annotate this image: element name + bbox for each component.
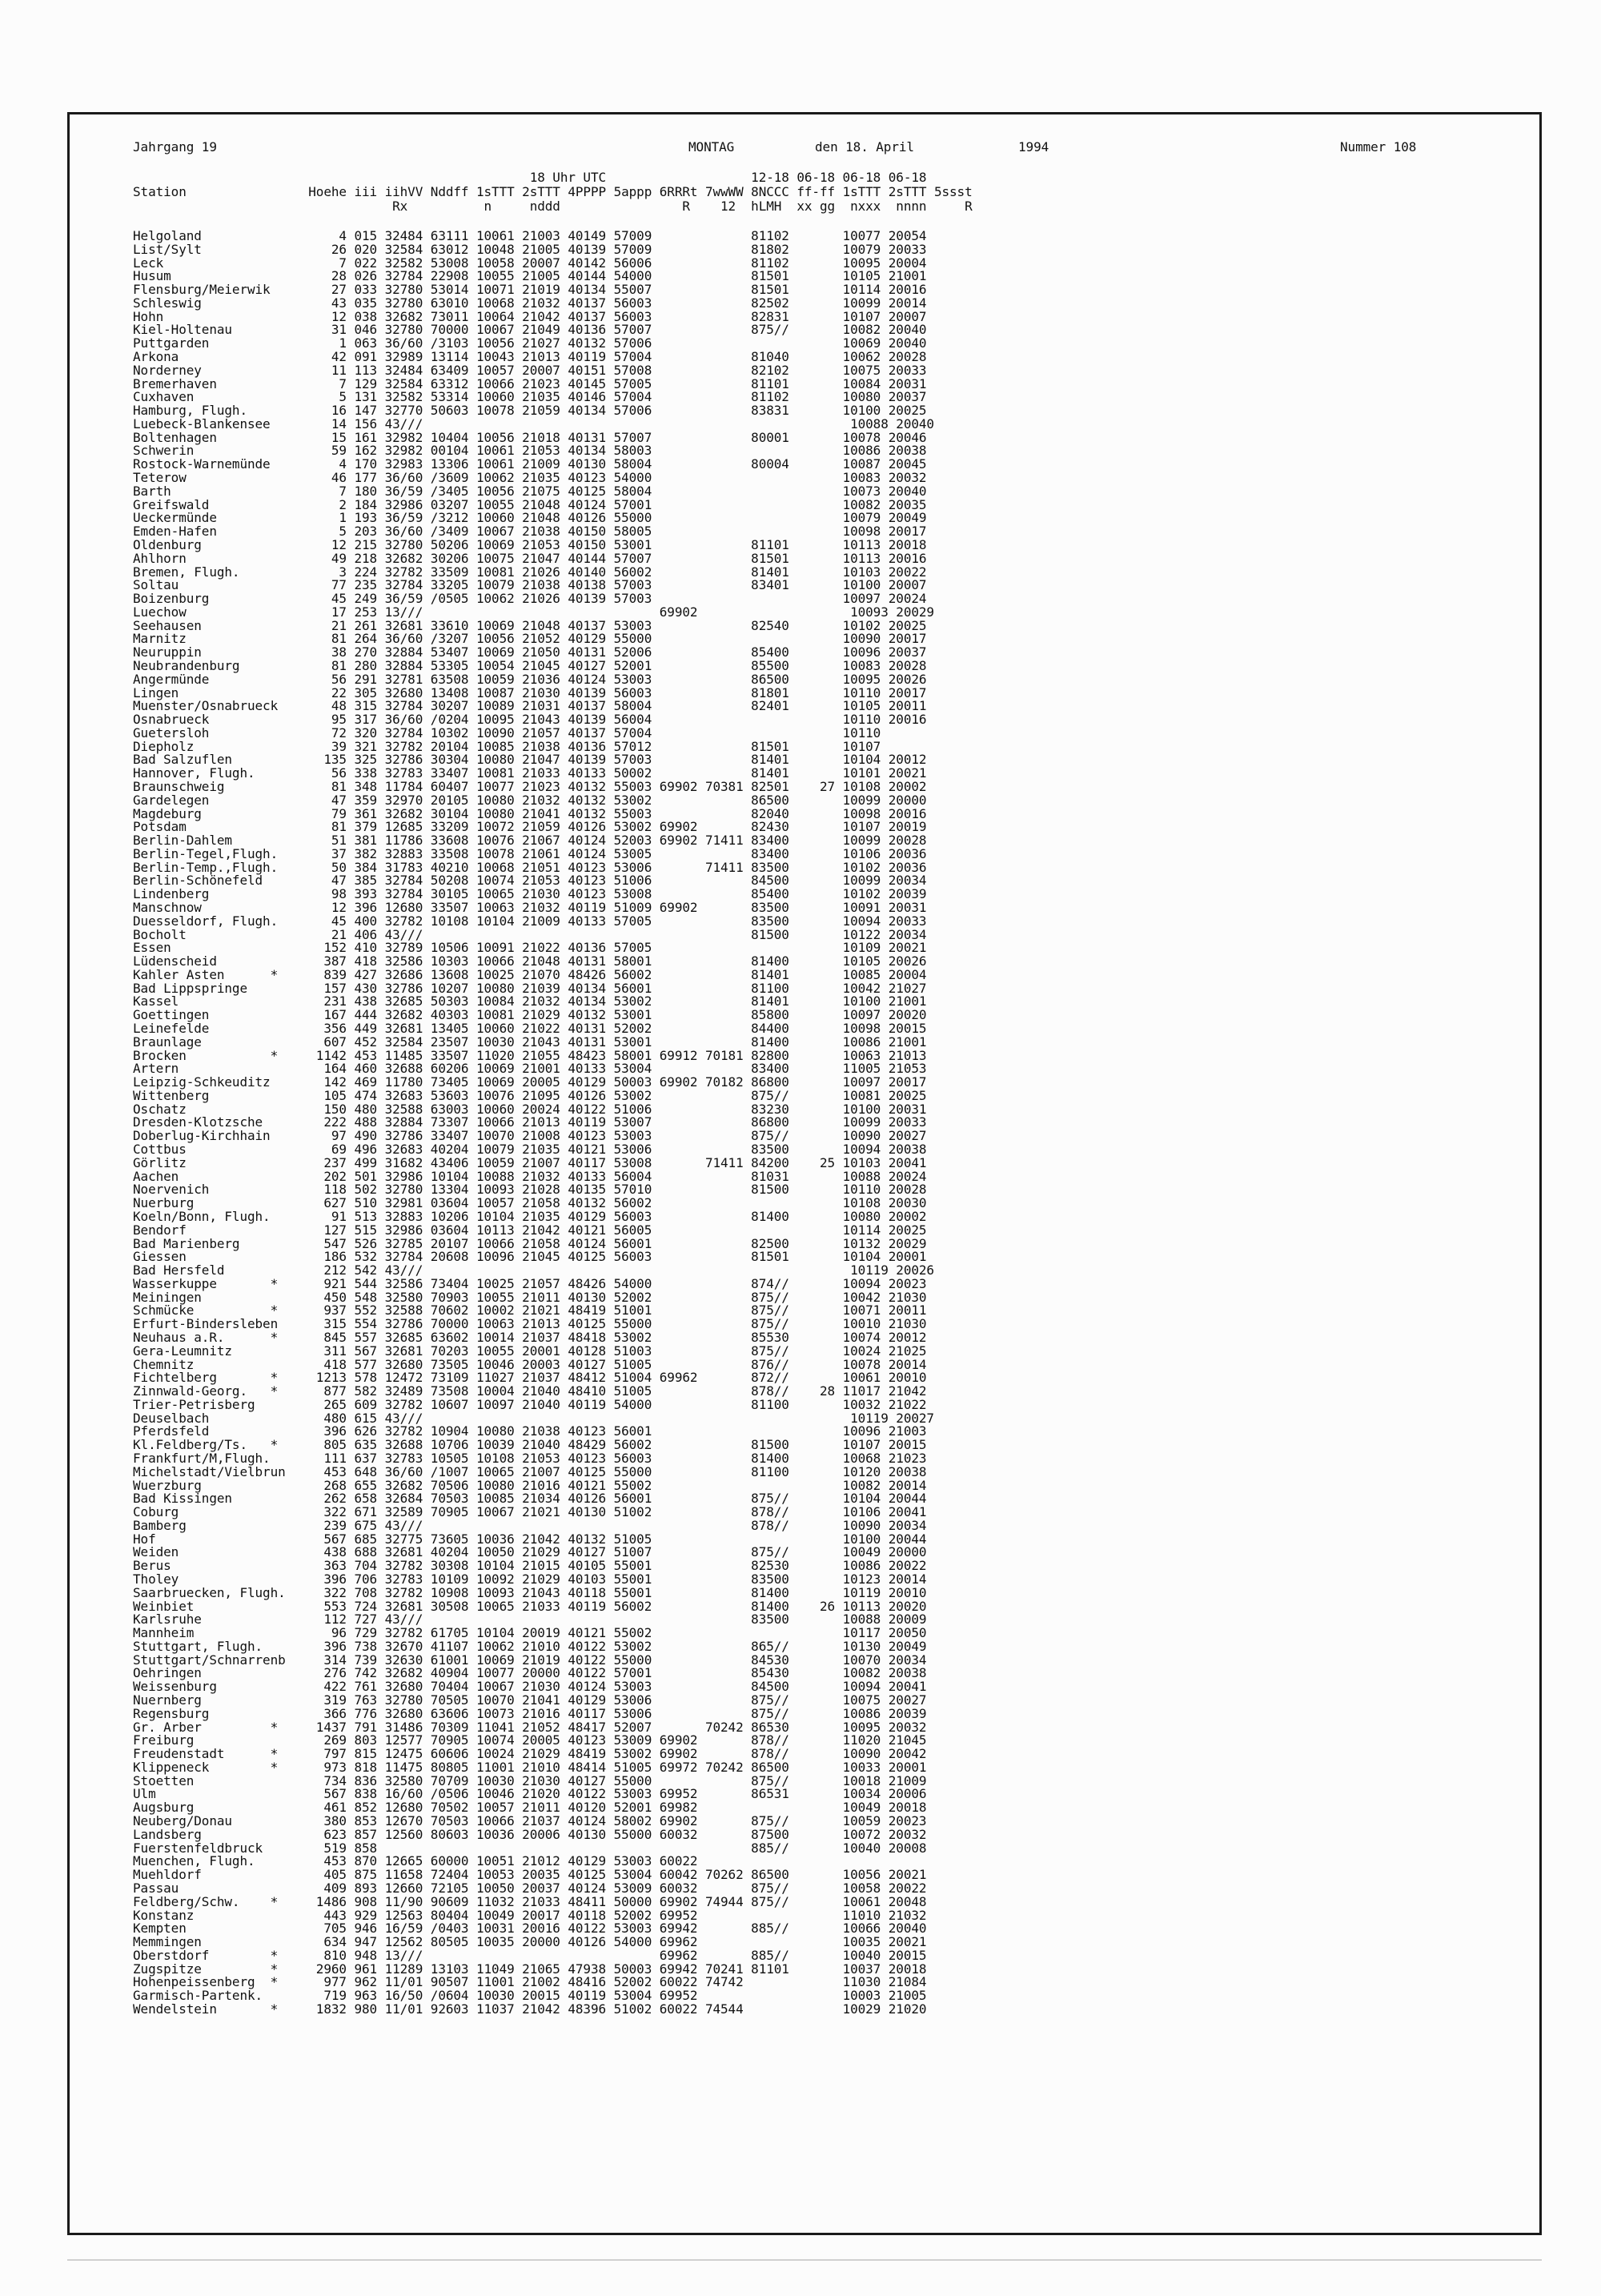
table-row: Chemnitz 418 577 32680 73505 10046 20003 40127 51005 876// 10078 20014: [133, 1356, 927, 1372]
table-row: Cuxhaven 5 131 32582 53314 10060 21035 40146 57004 81102 10080 20037: [133, 389, 927, 405]
year: 1994: [1018, 139, 1049, 155]
table-row: Lüdenscheid 387 418 32586 10303 10066 21048 40131 58001 81400 10105 20026: [133, 953, 927, 969]
table-row: Neubrandenburg 81 280 32884 53305 10054 21045 40127 52001 85500 10083 20028: [133, 657, 927, 673]
table-row: Deuselbach 480 615 43/// 10119 20027: [133, 1410, 934, 1426]
table-row: List/Sylt 26 020 32584 63012 10048 21005 40139 57009 81802 10079 20033: [133, 241, 927, 257]
table-row: Garmisch-Partenk. 719 963 16/50 /0604 10030 20015 40119 53004 69952 10003 21005: [133, 1988, 927, 2004]
table-row: Berlin-Temp.,Flugh. 50 384 31783 40210 10068 21051 40123 53006 71411 83500 10102 20036: [133, 859, 927, 875]
table-row: Saarbruecken, Flugh. 322 708 32782 10908 10093 21043 40118 55001 81400 10119 20010: [133, 1584, 927, 1600]
table-row: Leck 7 022 32582 53008 10058 20007 40142 56006 81102 10095 20004: [133, 255, 927, 271]
table-row: Zugspitze * 2960 961 11289 13103 11049 21065 47938 50003 69942 70241 81101 10037 20018: [133, 1961, 927, 1977]
table-row: Coburg 322 671 32589 70905 10067 21021 40130 51002 878// 10106 20041: [133, 1504, 927, 1520]
table-row: Helgoland 4 015 32484 63111 10061 21003 40149 57009 81102 10077 20054: [133, 228, 927, 243]
table-row: Wendelstein * 1832 980 11/01 92603 11037 21042 48396 51002 60022 74544 10029 21020: [133, 2001, 927, 2017]
table-row: Dresden-Klotzsche 222 488 32884 73307 10066 21013 40119 53007 86800 10099 20033: [133, 1114, 927, 1130]
table-row: Mannheim 96 729 32782 61705 10104 20019 40121 55002 10117 20050: [133, 1625, 927, 1641]
table-row: Berlin-Tegel,Flugh. 37 382 32883 33508 10078 21061 40124 53005 83400 10106 20036: [133, 845, 927, 861]
table-row: Muenchen, Flugh. 453 870 12665 60000 10051 21012 40129 53003 60022: [133, 1853, 698, 1869]
table-row: Doberlug-Kirchhain 97 490 32786 33407 10070 21008 40123 53003 875// 10090 20027: [133, 1128, 927, 1144]
table-row: Manschnow 12 396 12680 33507 10063 21032 40119 51009 69902 83500 10091 20031: [133, 900, 927, 915]
table-row: Seehausen 21 261 32681 33610 10069 21048 40137 53003 82540 10102 20025: [133, 617, 927, 633]
table-row: Lindenberg 98 393 32784 30105 10065 21030 40123 53008 85400 10102 20039: [133, 886, 927, 902]
table-row: Landsberg 623 857 12560 80603 10036 20006 40130 55000 60032 87500 10072 20032: [133, 1826, 927, 1842]
report-number: Nummer 108: [1340, 139, 1417, 155]
table-row: Norderney 11 113 32484 63409 10057 20007 40151 57008 82102 10075 20033: [133, 362, 927, 378]
table-row: Fichtelberg * 1213 578 12472 73109 11027 21037 48412 51004 69962 872// 10061 20010: [133, 1370, 927, 1386]
header-line-2: Station Hoehe iii iihVV Nddff 1sTTT 2sTTT 4PPPP 5appp 6RRRt 7wwWW 8NCCC ff-ff 1sTTT 2sTTT 5ssst: [133, 184, 973, 199]
table-row: Augsburg 461 852 12680 70502 10057 21011 40120 52001 69982 10049 20018: [133, 1800, 927, 1816]
table-row: Teterow 46 177 36/60 /3609 10062 21035 40123 54000 10083 20032: [133, 470, 927, 486]
table-row: Stuttgart/Schnarrenb 314 739 32630 61001 10069 21019 40122 55000 84530 10070 20034: [133, 1652, 927, 1668]
table-row: Kassel 231 438 32685 50303 10084 21032 40134 53002 81401 10100 21001: [133, 993, 927, 1010]
table-row: Magdeburg 79 361 32682 30104 10080 21041 40132 55003 82040 10098 20016: [133, 805, 927, 821]
table-row: Wuerzburg 268 655 32682 70506 10080 21016 40121 55002 10082 20014: [133, 1477, 927, 1493]
table-row: Bamberg 239 675 43/// 878// 10090 20034: [133, 1517, 927, 1533]
table-row: Soltau 77 235 32784 33205 10079 21038 40138 57003 83401 10100 20007: [133, 577, 927, 593]
table-row: Cottbus 69 496 32683 40204 10079 21035 40121 53006 83500 10094 20038: [133, 1142, 927, 1158]
table-row: Bendorf 127 515 32986 03604 10113 21042 40121 56005 10114 20025: [133, 1222, 927, 1238]
table-row: Bocholt 21 406 43/// 81500 10122 20034: [133, 926, 927, 942]
table-row: Flensburg/Meierwik 27 033 32780 53014 10071 21019 40134 55007 81501 10114 20016: [133, 282, 927, 298]
table-row: Ueckermünde 1 193 36/59 /3212 10060 21048 40126 55000 10079 20049: [133, 510, 927, 526]
table-row: Aachen 202 501 32986 10104 10088 21032 40133 56004 81031 10088 20024: [133, 1168, 927, 1184]
table-row: Zinnwald-Georg. * 877 582 32489 73508 10004 21040 48410 51005 878// 28 11017 21042: [133, 1383, 927, 1399]
table-row: Wittenberg 105 474 32683 53603 10076 21095 40126 53002 875// 10081 20025: [133, 1087, 927, 1103]
table-row: Neuruppin 38 270 32884 53407 10069 21050 40131 52006 85400 10096 20037: [133, 644, 927, 660]
table-row: Osnabrueck 95 317 36/60 /0204 10095 21043 40139 56004 10110 20016: [133, 712, 927, 728]
table-row: Hohn 12 038 32682 73011 10064 21042 40137 56003 82831 10107 20007: [133, 308, 927, 324]
table-row: Puttgarden 1 063 36/60 /3103 10056 21027 40132 57006 10069 20040: [133, 335, 927, 351]
table-row: Hamburg, Flugh. 16 147 32770 50603 10078 21059 40134 57006 83831 10100 20025: [133, 403, 927, 419]
table-row: Kahler Asten * 839 427 32686 13608 10025 21070 48426 56002 81401 10085 20004: [133, 966, 927, 982]
table-row: Hannover, Flugh. 56 338 32783 33407 10081 21033 40133 50002 81401 10101 20021: [133, 765, 927, 781]
table-row: Lingen 22 305 32680 13408 10087 21030 40139 56003 81801 10110 20017: [133, 684, 927, 700]
table-row: Rostock-Warnemünde 4 170 32983 13306 10061 21009 40130 58004 80004 10087 20045: [133, 456, 927, 472]
table-row: Oehringen 276 742 32682 40904 10077 20000 40122 57001 85430 10082 20038: [133, 1665, 927, 1681]
table-row: Fuerstenfeldbruck 519 858 885// 10040 20008: [133, 1840, 927, 1856]
table-row: Stuttgart, Flugh. 396 738 32670 41107 10062 21010 40122 53002 865// 10130 20049: [133, 1638, 927, 1654]
table-row: Ahlhorn 49 218 32682 30206 10075 21047 40144 57007 81501 10113 20016: [133, 550, 927, 566]
table-row: Bremerhaven 7 129 32584 63312 10066 21023 40145 57005 81101 10084 20031: [133, 375, 927, 391]
weekday: MONTAG: [688, 139, 735, 155]
table-row: Kiel-Holtenau 31 046 32780 70000 10067 21049 40136 57007 875// 10082 20040: [133, 322, 927, 338]
table-row: Noervenich 118 502 32780 13304 10093 21028 40135 57010 81500 10110 20028: [133, 1182, 927, 1198]
table-row: Wasserkuppe * 921 544 32586 73404 10025 21057 48426 54000 874// 10094 20023: [133, 1275, 927, 1291]
table-row: Greifswald 2 184 32986 03207 10055 21048 40124 57001 10082 20035: [133, 496, 927, 512]
table-row: Passau 409 893 12660 72105 10050 20037 40124 53009 60032 875// 10058 20022: [133, 1880, 927, 1896]
table-row: Michelstadt/Vielbrun 453 648 36/60 /1007 10065 21007 40125 55000 81100 10120 20038: [133, 1463, 927, 1479]
table-row: Gera-Leumnitz 311 567 32681 70203 10055 20001 40128 51003 875// 10024 21025: [133, 1343, 927, 1359]
table-row: Görlitz 237 499 31682 43406 10059 21007 40117 53008 71411 84200 25 10103 20041: [133, 1154, 927, 1170]
table-row: Leipzig-Schkeuditz 142 469 11780 73405 10069 20005 40129 50003 69902 70182 86800 10097 20017: [133, 1074, 927, 1090]
date: den 18. April: [815, 139, 914, 155]
table-row: Schwerin 59 162 32982 00104 10061 21053 40134 58003 10086 20038: [133, 443, 927, 459]
table-row: Hof 567 685 32775 73605 10036 21042 40132 51005 10100 20044: [133, 1531, 927, 1547]
table-row: Erfurt-Bindersleben 315 554 32786 70000 10063 21013 40125 55000 875// 10010 21030: [133, 1316, 927, 1332]
table-row: Weissenburg 422 761 32680 70404 10067 21030 40124 53003 84500 10094 20041: [133, 1679, 927, 1695]
table-row: Weiden 438 688 32681 40204 10050 21029 40127 51007 875// 10049 20000: [133, 1544, 927, 1560]
table-row: Memmingen 634 947 12562 80505 10035 20000 40126 54000 69962 10035 20021: [133, 1934, 927, 1950]
table-row: Guetersloh 72 320 32784 10302 10090 21057 40137 57004 10110: [133, 725, 881, 741]
table-row: Artern 164 460 32688 60206 10069 21001 40133 53004 83400 11005 21053: [133, 1061, 927, 1077]
table-row: Brocken * 1142 453 11485 33507 11020 21055 48423 58001 69912 70181 82800 10063 21013: [133, 1047, 927, 1063]
table-row: Weinbiet 553 724 32681 30508 10065 21033 40119 56002 81400 26 10113 20020: [133, 1598, 927, 1614]
table-row: Arkona 42 091 32989 13114 10043 21013 40119 57004 81040 10062 20028: [133, 349, 927, 365]
table-row: Braunschweig 81 348 11784 60407 10077 21023 40132 55003 69902 70381 82501 27 10108 20002: [133, 778, 927, 794]
table-row: Stoetten 734 836 32580 70709 10030 21030 40127 55000 875// 10018 21009: [133, 1772, 927, 1788]
table-row: Neuberg/Donau 380 853 12670 70503 10066 21037 40124 58002 69902 875// 10059 20023: [133, 1813, 927, 1829]
table-row: Trier-Petrisberg 265 609 32782 10607 10097 21040 40119 54000 81100 10032 21022: [133, 1396, 927, 1412]
table-row: Luechow 17 253 13/// 69902 10093 20029: [133, 604, 934, 620]
table-row: Feldberg/Schw. * 1486 908 11/90 90609 11032 21033 48411 50000 69902 74944 875// 10061 20048: [133, 1893, 927, 1909]
table-row: Leinefelde 356 449 32681 13405 10060 21022 40131 52002 84400 10098 20015: [133, 1021, 927, 1037]
header-line-1: 18 Uhr UTC 12-18 06-18 06-18 06-18: [133, 170, 927, 185]
table-row: Oldenburg 12 215 32780 50206 10069 21053 40150 53001 81101 10113 20018: [133, 536, 927, 552]
table-row: Luebeck-Blankensee 14 156 43/// 10088 20040: [133, 415, 934, 432]
table-row: Potsdam 81 379 12685 33209 10072 21059 40126 53002 69902 82430 10107 20019: [133, 819, 927, 835]
table-row: Essen 152 410 32789 10506 10091 21022 40136 57005 10109 20021: [133, 940, 927, 956]
table-row: Muehldorf 405 875 11658 72404 10053 20035 40125 53004 60042 70262 86500 10056 20021: [133, 1867, 927, 1883]
table-row: Berlin-Schönefeld 47 385 32784 50208 10074 21053 40123 51006 84500 10099 20034: [133, 873, 927, 889]
table-row: Kl.Feldberg/Ts. * 805 635 32688 10706 10039 21040 48429 56002 81500 10107 20015: [133, 1437, 927, 1453]
table-row: Gardelegen 47 359 32970 20105 10080 21032 40132 53002 86500 10099 20000: [133, 792, 927, 808]
table-row: Emden-Hafen 5 203 36/60 /3409 10067 21038 40150 58005 10098 20017: [133, 524, 927, 540]
table-row: Barth 7 180 36/59 /3405 10056 21075 40125 58004 10073 20040: [133, 483, 927, 499]
table-row: Nuernberg 319 763 32780 70505 10070 21041 40129 53006 875// 10075 20027: [133, 1692, 927, 1708]
table-row: Freudenstadt * 797 815 12475 60606 10024 21029 48419 53002 69902 878// 10090 20042: [133, 1746, 927, 1762]
table-row: Schleswig 43 035 32780 63010 10068 21032 40137 56003 82502 10099 20014: [133, 295, 927, 311]
table-row: Konstanz 443 929 12563 80404 10049 20017 40118 52002 69952 11010 21032: [133, 1907, 927, 1923]
table-row: Oschatz 150 480 32588 63003 10060 20024 40122 51006 83230 10100 20031: [133, 1101, 927, 1117]
table-row: Bad Kissingen 262 658 32684 70503 10085 21034 40126 56001 875// 10104 20044: [133, 1491, 927, 1507]
table-row: Kempten 705 946 16/59 /0403 10031 20016 40122 53003 69942 885// 10066 20040: [133, 1921, 927, 1937]
table-row: Gr. Arber * 1437 791 31486 70309 11041 21052 48417 52007 70242 86530 10095 20032: [133, 1719, 927, 1735]
table-row: Bad Hersfeld 212 542 43/// 10119 20026: [133, 1262, 934, 1278]
table-row: Goettingen 167 444 32682 40303 10081 21029 40132 53001 85800 10097 20020: [133, 1007, 927, 1023]
table-row: Bad Marienberg 547 526 32785 20107 10066 21058 40124 56001 82500 10132 20029: [133, 1235, 927, 1251]
jahrgang: Jahrgang 19: [133, 139, 217, 155]
table-row: Braunlage 607 452 32584 23507 10030 21043 40131 53001 81400 10086 21001: [133, 1034, 927, 1050]
table-row: Klippeneck * 973 818 11475 80805 11001 21010 48414 51005 69972 70242 86500 10033 20001: [133, 1759, 927, 1775]
table-row: Schmücke * 937 552 32588 70602 10002 21021 48419 51001 875// 10071 20011: [133, 1303, 927, 1319]
table-row: Regensburg 366 776 32680 63606 10073 21016 40117 53006 875// 10086 20039: [133, 1705, 927, 1721]
table-row: Tholey 396 706 32783 10109 10092 21029 40103 55001 83500 10123 20014: [133, 1571, 927, 1587]
table-row: Karlsruhe 112 727 43/// 83500 10088 20009: [133, 1612, 927, 1628]
table-row: Berlin-Dahlem 51 381 11786 33608 10076 21067 40124 52003 69902 71411 83400 10099 20028: [133, 833, 927, 849]
table-row: Muenster/Osnabrueck 48 315 32784 30207 10089 21031 40137 58004 82401 10105 20011: [133, 698, 927, 714]
table-row: Hohenpeissenberg * 977 962 11/01 90507 11001 21002 48416 52002 60022 74742 11030 21084: [133, 1974, 927, 1990]
table-row: Freiburg 269 803 12577 70905 10074 20005 40123 53009 69902 878// 11020 21045: [133, 1732, 927, 1748]
table-row: Koeln/Bonn, Flugh. 91 513 32883 10206 10104 21035 40129 56003 81400 10080 20002: [133, 1208, 927, 1224]
table-row: Duesseldorf, Flugh. 45 400 32782 10108 10104 21009 40133 57005 83500 10094 20033: [133, 913, 927, 929]
table-row: Husum 28 026 32784 22908 10055 21005 40144 54000 81501 10105 21001: [133, 268, 927, 284]
table-row: Bad Salzuflen 135 325 32786 30304 10080 21047 40139 57003 81401 10104 20012: [133, 752, 927, 768]
table-row: Boltenhagen 15 161 32982 10404 10056 21018 40131 57007 80001 10078 20046: [133, 429, 927, 445]
table-row: Boizenburg 45 249 36/59 /0505 10062 21026 40139 57003 10097 20024: [133, 591, 927, 607]
table-row: Oberstdorf * 810 948 13/// 69962 885// 10040 20015: [133, 1947, 927, 1963]
table-row: Berus 363 704 32782 30308 10104 21015 40105 55001 82530 10086 20022: [133, 1558, 927, 1574]
table-row: Ulm 567 838 16/60 /0506 10046 21020 40122 53003 69952 86531 10034 20006: [133, 1786, 927, 1802]
table-row: Frankfurt/M,Flugh. 111 637 32783 10505 10108 21053 40123 56003 81400 10068 21023: [133, 1450, 927, 1466]
table-row: Bad Lippspringe 157 430 32786 10207 10080 21039 40134 56001 81100 10042 21027: [133, 980, 927, 996]
table-row: Diepholz 39 321 32782 20104 10085 21038 40136 57012 81501 10107: [133, 738, 881, 754]
table-row: Nuerburg 627 510 32981 03604 10057 21058 40132 56002 10108 20030: [133, 1195, 927, 1211]
table-row: Angermünde 56 291 32781 63508 10059 21036 40124 53003 86500 10095 20026: [133, 671, 927, 687]
frame-shadow: [67, 2259, 1542, 2261]
table-row: Marnitz 81 264 36/60 /3207 10056 21052 40129 55000 10090 20017: [133, 631, 927, 647]
table-row: Giessen 186 532 32784 20608 10096 21045 40125 56003 81501 10104 20001: [133, 1249, 927, 1265]
table-row: Neuhaus a.R. * 845 557 32685 63602 10014 21037 48418 53002 85530 10074 20012: [133, 1329, 927, 1345]
header-line-3: Rx n nddd R 12 hLMH xx gg nxxx nnnn R: [133, 199, 973, 214]
table-row: Bremen, Flugh. 3 224 32782 33509 10081 21026 40140 56002 81401 10103 20022: [133, 564, 927, 580]
table-row: Meiningen 450 548 32580 70903 10055 21011 40130 52002 875// 10042 21030: [133, 1289, 927, 1305]
table-row: Pferdsfeld 396 626 32782 10904 10080 21038 40123 56001 10096 21003: [133, 1423, 927, 1439]
